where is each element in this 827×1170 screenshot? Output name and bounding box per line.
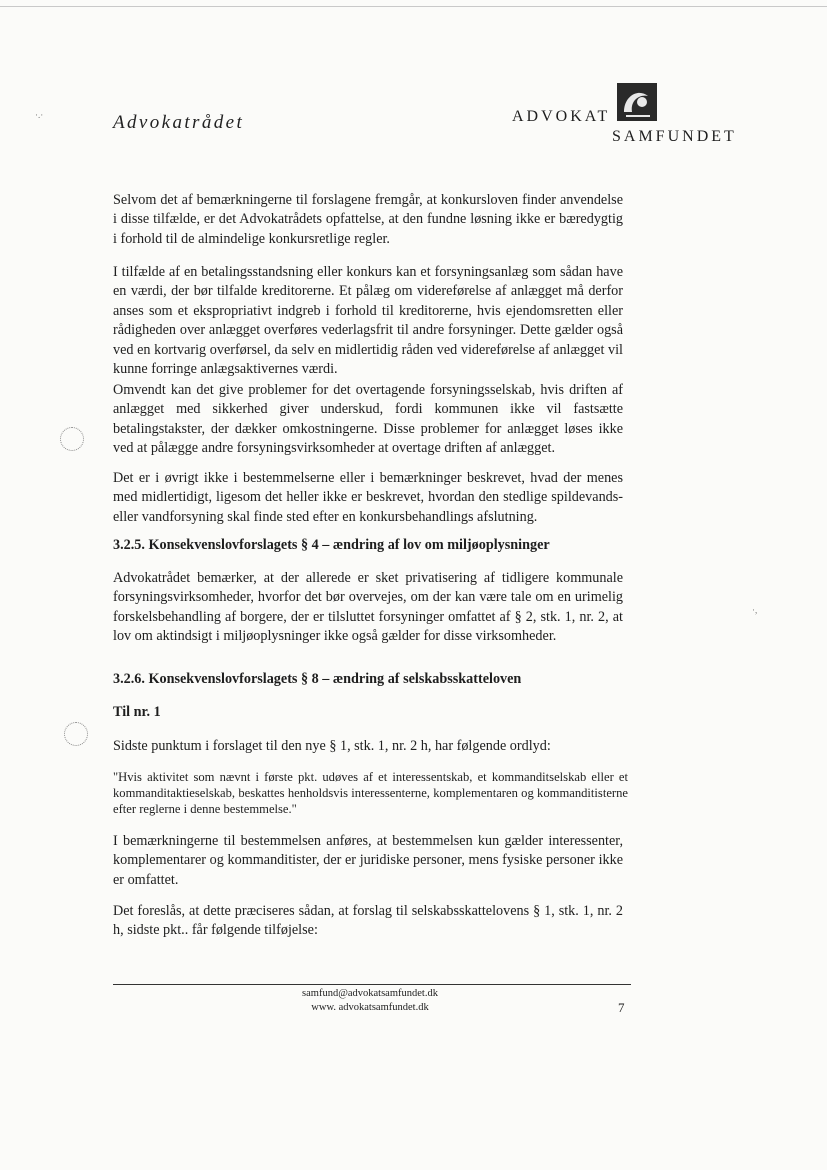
scan-speck: ·.· [35,110,44,120]
page-number: 7 [618,1000,625,1015]
quoted-provision: "Hvis aktivitet som nævnt i første pkt. udøves af et interessentskab, et kommanditselskab eller et kommanditaktieselskab, beskattes henholdsvis interessenterne, komplementaren og kommanditisterne efter reglerne i denne bestemmelse." [113,770,628,816]
section-heading-325: 3.2.5. Konsekvenslovforslagets § 4 – ændring af lov om miljøoplysninger [113,537,550,553]
logo-emblem-icon [616,82,658,122]
punch-hole-mark [60,427,84,451]
advokatraadet-title: Advokatrådet [113,112,245,133]
scan-edge-line [0,6,827,7]
paragraph: Advokatrådet bemærker, at der allerede er sket privatisering af tidligere kommunale forsyningsvirksomheder, hvorfor det bør overvejes, om der kan være tale om en urimelig forskelsbehandling af borgere, der er tilsluttet forsyninger omfattet af § 2, stk. 1, nr. 2, at lov om aktindsigt i miljøoplysninger ikke også gælder for disse virksomheder. [113,570,623,645]
section-heading-326: 3.2.6. Konsekvenslovforslagets § 8 – ændring af selskabsskatteloven [113,671,522,687]
scan-speck: ·, [752,605,758,615]
paragraph: I tilfælde af en betalingsstandsning eller konkurs kan et forsyningsanlæg som sådan have en værdi, der bør tilfalde kreditorerne. Et pålæg om videreførelse af anlægget må derfor anses som et ekspropriativt indgreb i forhold til kreditorerne, hvis ejendomsretten eller rådigheden over anlægget overføres vederlagsfrit til andre forsyninger. Dette gælder også ved en kortvarig overførsel, da selv en midlertidig råden ved videreførelse af anlægget vil kunne forringe anlægsaktivernes værdi. [113,264,623,378]
paragraph: Det er i øvrigt ikke i bestemmelserne eller i bemærkninger beskrevet, hvad der menes med midlertidigt, ligesom det heller ikke er beskrevet, hvordan den stedlige spildevands- eller vandforsyning skal finde sted efter en konkursbehandlings afslutning. [113,470,623,525]
paragraph: Det foreslås, at dette præciseres sådan, at forslag til selskabsskattelovens § 1, stk. 1, nr. 2 h, sidste pkt.. får følgende tilføjelse: [113,903,623,939]
footer-divider [113,984,631,985]
footer-email: samfund@advokatsamfundet.dk [302,988,438,999]
logo-text-samfundet: SAMFUNDET [612,128,737,145]
paragraph: I bemærkningerne til bestemmelsen anføres, at bestemmelsen kun gælder interessenter, komplementarer og kommanditister, der er juridiske personer, mens fysiske personer ikke er omfattet. [113,833,623,888]
advokatsamfundet-logo [512,82,752,152]
logo-text-advokat: ADVOKAT [512,108,611,125]
paragraph: Omvendt kan det give problemer for det overtagende forsyningsselskab, hvis driften af anlægget med sikkerhed giver underskud, fordi kommunen ikke vil fastsætte betalingstakster, der dækker omkostningerne. Disse problemer for anlægget løses ikke ved at pålægge andre forsyningsvirksomheder at overtage driften af anlægget. [113,382,623,457]
footer-website: www. advokatsamfundet.dk [311,1002,429,1013]
paragraph: Selvom det af bemærkningerne til forslagene fremgår, at konkursloven finder anvendelse i disse tilfælde, er det Advokatrådets opfattelse, at den fundne løsning ikke er bæredygtig i forhold til de almindelige konkursretlige regler. [113,192,623,247]
paragraph: Sidste punktum i forslaget til den nye § 1, stk. 1, nr. 2 h, har følgende ordlyd: [113,738,551,754]
punch-hole-mark [64,722,88,746]
subheading-til-nr-1: Til nr. 1 [113,704,161,720]
